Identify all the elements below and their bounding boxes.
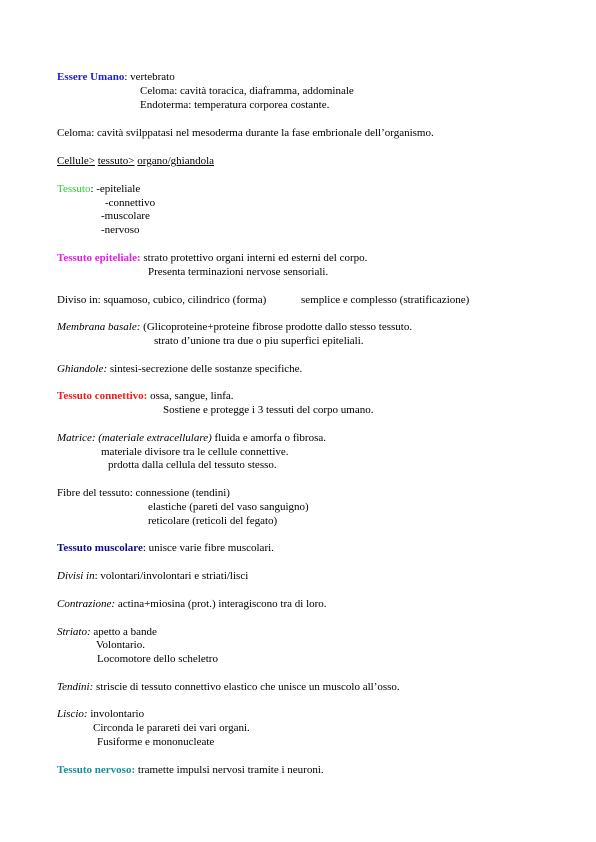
essere-umano-endoterma-line: Endoterma: temperatura corporea costante. [140, 99, 330, 111]
membrana-basale-line2: strato d’unione tra due o piu superfici epiteliali. [154, 335, 364, 347]
divisi-in-text: : volontari/involontari e striati/lisci [94, 570, 249, 582]
contrazione-label: Contrazione: [57, 598, 116, 610]
matrice-line3: prdotta dalla cellula del tessuto stesso. [108, 459, 277, 471]
tessuto-type-muscolare: -muscolare [101, 210, 150, 222]
liscio-text: involontario [87, 708, 145, 720]
tessuto-epiteliale-line [57, 251, 367, 265]
liscio-label: Liscio: [57, 708, 88, 720]
tessuto-muscolare-label: Tessuto muscolare [57, 542, 143, 554]
tessuto-epiteliale-label: Tessuto epiteliale: [57, 252, 141, 264]
tessuto-nervoso-label: Tessuto nervoso: [57, 764, 136, 776]
diviso-in-line: Diviso in: squamoso, cubico, cilindrico (forma) [57, 294, 267, 306]
fibre-elastiche-line: elastiche (pareti del vaso sanguigno) [148, 501, 309, 513]
striato-label: Striato: [57, 626, 91, 638]
tessuto-epiteliale-text: strato protettivo organi interni ed esterni del corpo. [140, 252, 368, 264]
divisi-in-line [57, 569, 248, 583]
celoma-definition: Celoma: cavità svilppatasi nel mesoderma durante la fase embrionale dell’organismo. [57, 127, 434, 139]
liscio-line [57, 707, 144, 721]
essere-umano-text: : vertebrato [124, 71, 175, 83]
hierarchy-tessuto: tessuto> [97, 155, 135, 167]
tessuto-label: Tessuto [57, 183, 91, 195]
hierarchy-organo: organo/ghiandola [137, 155, 215, 167]
striato-line2: Volontario. [96, 639, 145, 651]
tendini-label: Tendini: [57, 681, 94, 693]
membrana-basale-line [57, 320, 412, 334]
tessuto-connettivo-line2: Sostiene e protegge i 3 tessuti del corpo umano. [163, 404, 374, 416]
tessuto-connettivo-line [57, 389, 234, 403]
tessuto-connettivo-text: ossa, sangue, linfa. [147, 390, 234, 402]
tessuto-muscolare-line [57, 541, 274, 555]
matrice-line2: materiale divisore tra le cellule connettive. [101, 446, 289, 458]
liscio-line3: Fusiforme e mononucleate [97, 736, 215, 748]
tessuto-type-connettivo: -connettivo [105, 197, 156, 209]
fibre-line: Fibre del tessuto: connessione (tendini) [57, 487, 230, 499]
essere-umano-label: Essere Umano [57, 71, 125, 83]
membrana-basale-text: (Glicoproteine+proteine fibrose prodotte dallo stesso tessuto. [140, 321, 413, 333]
hierarchy-cellule: Cellule> [57, 155, 95, 167]
fibre-reticolare-line: reticolare (reticoli del fegato) [148, 515, 278, 527]
divisi-in-label: Divisi in [57, 570, 95, 582]
tessuto-muscolare-text: : unisce varie fibre muscolari. [142, 542, 274, 554]
liscio-line2: Circonda le parareti dei vari organi. [93, 722, 250, 734]
striato-line [57, 625, 157, 639]
ghiandole-text: sintesi-secrezione delle sostanze specifiche. [107, 363, 303, 375]
ghiandole-line [57, 362, 302, 376]
tessuto-epiteliale-line2: Presenta terminazioni nervose sensoriali. [148, 266, 329, 278]
tendini-text: striscie di tessuto connettivo elastico che unisce un muscolo all’osso. [93, 681, 400, 693]
matrice-line [57, 431, 326, 445]
tessuto-connettivo-label: Tessuto connettivo: [57, 390, 148, 402]
essere-umano-line [57, 70, 175, 84]
contrazione-line [57, 597, 327, 611]
ghiandole-label: Ghiandole: [57, 363, 108, 375]
tendini-line [57, 680, 400, 694]
contrazione-text: actina+miosina (prot.) interagiscono tra di loro. [115, 598, 327, 610]
matrice-label: Matrice: (materiale extracellulare) [57, 432, 212, 444]
membrana-basale-label: Membrana basale: [57, 321, 141, 333]
tessuto-nervoso-line [57, 763, 324, 777]
stratificazione-text: semplice e complesso (stratificazione) [301, 294, 470, 306]
essere-umano-celoma-line: Celoma: cavità toracica, diaframma, addominale [140, 85, 354, 97]
tessuto-line [57, 182, 140, 196]
tessuto-first-type: : -epiteliale [90, 183, 141, 195]
striato-line3: Locomotore dello scheletro [97, 653, 218, 665]
hierarchy-line [57, 154, 214, 168]
tessuto-type-nervoso: -nervoso [101, 224, 140, 236]
matrice-text: fluida e amorfa o fibrosa. [211, 432, 326, 444]
tessuto-nervoso-text: tramette impulsi nervosi tramite i neuroni. [135, 764, 324, 776]
striato-text: apetto a bande [90, 626, 157, 638]
